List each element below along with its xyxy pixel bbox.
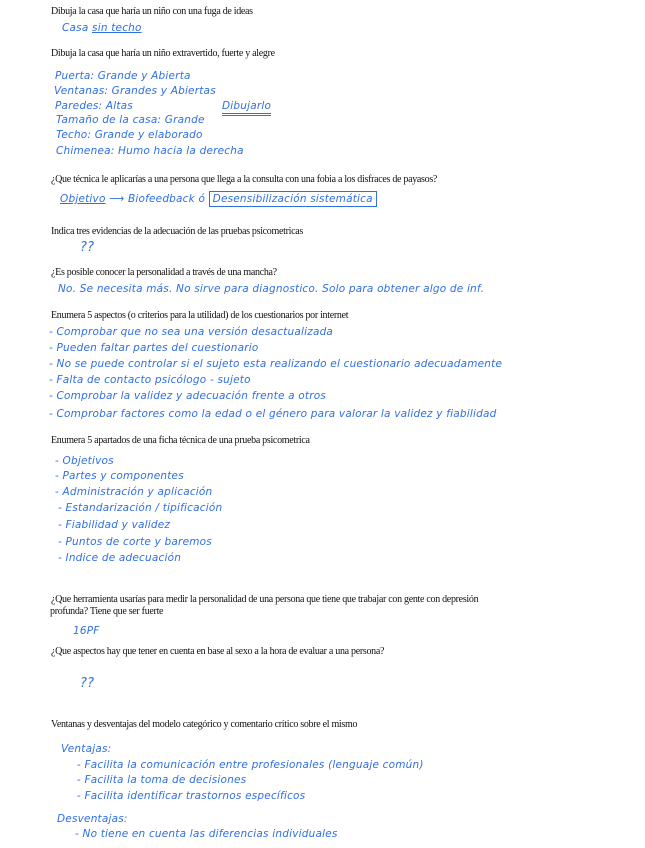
answer-text: Biofeedback ó	[127, 193, 206, 205]
arrow-icon: ⟶	[109, 193, 125, 205]
answer-line: Puerta: Grande y Abierta	[55, 70, 191, 82]
subheading-desventajas: Desventajas:	[57, 813, 128, 825]
list-item: - Facilita identificar trastornos específicos	[77, 790, 306, 802]
question-5: ¿Es posible conocer la personalidad a través de una mancha?	[51, 267, 277, 278]
question-4: Indica tres evidencias de la adecuación de las pruebas psicometricas	[51, 226, 303, 237]
question-7: Enumera 5 apartados de una ficha técnica de una prueba psicometrica	[51, 435, 310, 446]
list-item: - Fiabilidad y validez	[58, 519, 171, 531]
answer-3	[60, 193, 377, 206]
list-item: - Administración y aplicación	[55, 486, 213, 498]
question-9: ¿Que aspectos hay que tener en cuenta en base al sexo a la hora de evaluar a una persona?	[51, 646, 385, 657]
answer-text: Casa	[62, 22, 89, 34]
answer-boxed: Desensibilización sistemática	[209, 191, 377, 207]
list-item: - Indice de adecuación	[58, 552, 182, 564]
answer-8: 16PF	[73, 625, 100, 637]
question-3: ¿Que técnica le aplicarías a una persona que llega a la consulta con una fobia a los disfraces de payasos?	[51, 174, 438, 185]
answer-underlined: Objetivo	[60, 193, 106, 205]
list-item: - Comprobar la validez y adecuación frente a otros	[49, 390, 327, 402]
question-6: Enumera 5 aspectos (o criterios para la utilidad) de los cuestionarios por internet	[51, 310, 349, 321]
list-item: - No tiene en cuenta las diferencias individuales	[75, 828, 338, 840]
question-1: Dibuja la casa que haría un niño con una fuga de ideas	[51, 6, 253, 17]
list-item: - Objetivos	[55, 455, 114, 467]
list-item: - Comprobar que no sea una versión desactualizada	[49, 326, 334, 338]
question-8-cont: profunda? Tiene que ser fuerte	[50, 606, 164, 617]
list-item: - Facilita la comunicación entre profesionales (lenguaje común)	[77, 759, 424, 771]
list-item: - Puntos de corte y baremos	[58, 536, 212, 548]
list-item: - Falta de contacto psicólogo - sujeto	[49, 374, 251, 386]
answer-line: Ventanas: Grandes y Abiertas	[54, 85, 216, 97]
list-item: - No se puede controlar si el sujeto esta realizando el cuestionario adecuadamente	[49, 358, 503, 370]
question-10: Ventanas y desventajas del modelo categórico y comentario crítico sobre el mismo	[51, 719, 358, 730]
list-item: - Partes y componentes	[55, 470, 184, 482]
list-item: - Comprobar factores como la edad o el género para valorar la validez y fiabilidad	[49, 408, 497, 420]
answer-underlined: sin techo	[92, 22, 142, 34]
answer-note: Dibujarlo	[222, 100, 271, 116]
answer-4: ??	[80, 240, 95, 255]
list-item: - Estandarización / tipificación	[58, 502, 223, 514]
answer-line: Tamaño de la casa: Grande	[56, 114, 205, 126]
list-item: - Facilita la toma de decisiones	[77, 774, 247, 786]
answer-1	[62, 22, 142, 35]
question-8: ¿Que herramienta usarías para medir la personalidad de una persona que tiene que trabajar con gente con depresión	[51, 594, 479, 605]
list-item: - Pueden faltar partes del cuestionario	[49, 342, 259, 354]
question-2: Dibuja la casa que haría un niño extravertido, fuerte y alegre	[51, 48, 275, 59]
subheading-ventajas: Ventajas:	[61, 743, 112, 755]
answer-line: Paredes: Altas	[55, 100, 133, 112]
answer-line: Chimenea: Humo hacia la derecha	[56, 145, 244, 157]
answer-line: Techo: Grande y elaborado	[56, 129, 203, 141]
answer-5: No. Se necesita más. No sirve para diagnostico. Solo para obtener algo de inf.	[58, 283, 485, 295]
answer-9: ??	[80, 676, 95, 691]
